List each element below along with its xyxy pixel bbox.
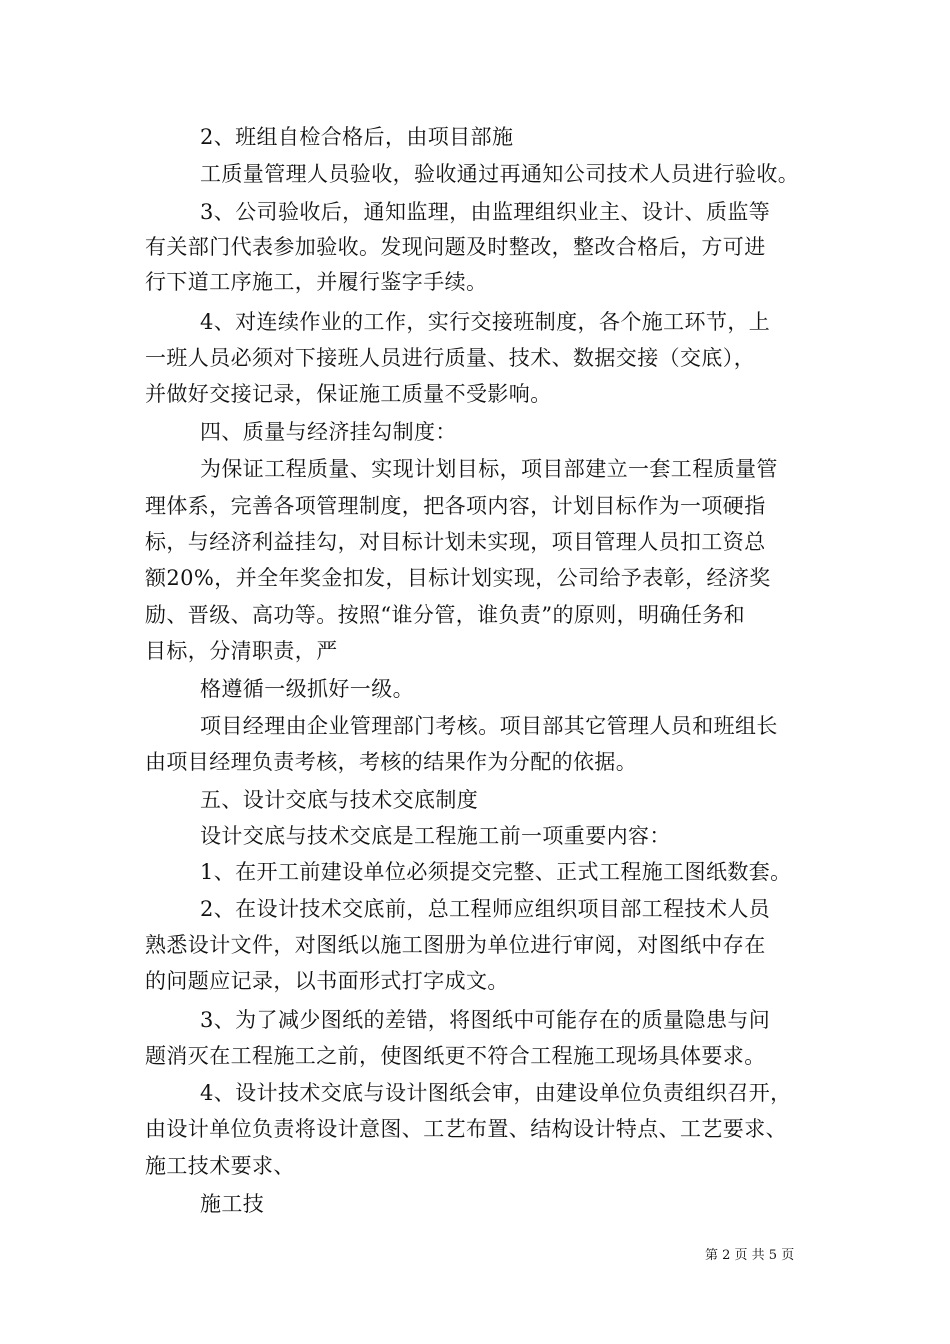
text-line-16: 格遵循一级抓好一级。 — [200, 677, 414, 701]
text-line-13: 额20%，并全年奖金扣发，目标计划实现，公司给予表彰，经济奖 — [145, 566, 771, 590]
text-line-26: 题消灭在工程施工之前，使图纸更不符合工程施工现场具体要求。 — [145, 1044, 766, 1068]
section-heading-5: 五、设计交底与技术交底制度 — [200, 788, 479, 812]
text-line-25: 3、为了减少图纸的差错，将图纸中可能存在的质量隐患与问 — [200, 1008, 771, 1032]
text-line-14: 励、晋级、高功等。按照“谁分管，谁负责”的原则，明确任务和 — [145, 603, 746, 627]
text-line-24: 的问题应记录，以书面形式打字成文。 — [145, 969, 509, 993]
text-line-27: 4、设计技术交底与设计图纸会审，由建设单位负责组织召开， — [200, 1081, 792, 1105]
text-line-17: 项目经理由企业管理部门考核。项目部其它管理人员和班组长 — [200, 714, 778, 738]
text-line-15: 目标，分清职责，严 — [145, 639, 338, 663]
text-line-21: 1、在开工前建设单位必须提交完整、正式工程施工图纸数套。 — [200, 860, 792, 884]
text-line-20: 设计交底与技术交底是工程施工前一项重要内容： — [200, 824, 671, 848]
text-line-12: 标，与经济利益挂勾，对目标计划未实现，项目管理人员扣工资总 — [145, 530, 766, 554]
text-line-7: 一班人员必须对下接班人员进行质量、技术、数据交接（交底）， — [145, 346, 756, 370]
text-line-5: 行下道工序施工，并履行鉴字手续。 — [145, 270, 488, 294]
text-line-30: 施工技 — [200, 1192, 265, 1216]
page-number-footer: 第 2 页 共 5 页 — [705, 1248, 795, 1263]
text-line-6: 4、对连续作业的工作，实行交接班制度，各个施工环节，上 — [200, 310, 771, 334]
text-line-8: 并做好交接记录，保证施工质量不受影响。 — [145, 382, 552, 406]
text-line-1: 2、班组自检合格后，由项目部施 — [200, 125, 514, 149]
text-line-28: 由设计单位负责将设计意图、工艺布置、结构设计特点、工艺要求、 — [145, 1117, 787, 1141]
text-line-23: 熟悉设计文件，对图纸以施工图册为单位进行审阅，对图纸中存在 — [145, 933, 766, 957]
text-line-11: 理体系，完善各项管理制度，把各项内容，计划目标作为一项硬指 — [145, 494, 766, 518]
text-line-29: 施工技术要求、 — [145, 1154, 295, 1178]
text-line-18: 由项目经理负责考核，考核的结果作为分配的依据。 — [145, 750, 638, 774]
text-line-22: 2、在设计技术交底前，总工程师应组织项目部工程技术人员 — [200, 897, 771, 921]
text-line-4: 有关部门代表参加验收。发现问题及时整改，整改合格后，方可进 — [145, 235, 766, 259]
text-line-3: 3、公司验收后，通知监理，由监理组织业主、设计、质监等 — [200, 200, 771, 224]
text-line-2: 工质量管理人员验收，验收通过再通知公司技术人员进行验收。 — [200, 162, 800, 186]
text-line-10: 为保证工程质量、实现计划目标，项目部建立一套工程质量管 — [200, 457, 778, 481]
section-heading-4: 四、质量与经济挂勾制度： — [200, 420, 457, 444]
